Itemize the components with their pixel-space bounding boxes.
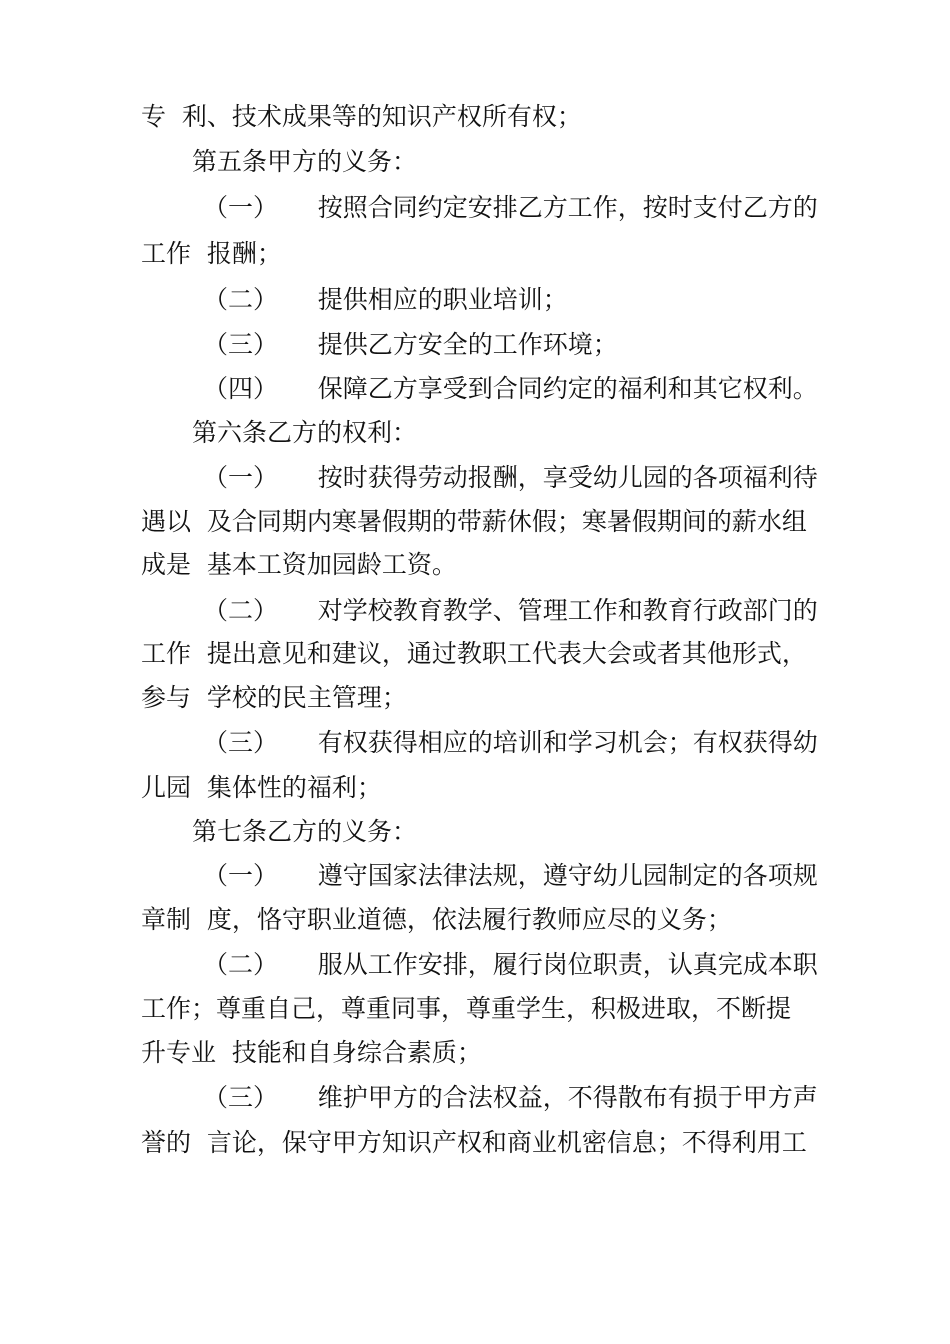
text-line: 遇以 及合同期内寒暑假期的带薪休假；寒暑假期间的薪水组 bbox=[141, 507, 807, 536]
text-line: 工作；尊重自己，尊重同事，尊重学生，积极进取，不断提 bbox=[141, 994, 792, 1023]
text-line: （一） 遵守国家法律法规，遵守幼儿园制定的各项规 bbox=[203, 861, 818, 890]
text-line: （三） 有权获得相应的培训和学习机会；有权获得幼 bbox=[203, 728, 818, 757]
text-line: 参与 学校的民主管理； bbox=[141, 683, 407, 712]
text-line: 工作 提出意见和建议，通过教职工代表大会或者其他形式， bbox=[141, 639, 807, 668]
text-line: （二） 服从工作安排，履行岗位职责，认真完成本职 bbox=[203, 950, 818, 979]
text-line: 章制 度，恪守职业道德，依法履行教师应尽的义务； bbox=[141, 905, 732, 934]
text-line: 儿园 集体性的福利； bbox=[141, 773, 382, 802]
section-heading: 第七条乙方的义务： bbox=[192, 817, 418, 846]
text-line: （三） 维护甲方的合法权益，不得散布有损于甲方声 bbox=[203, 1083, 818, 1112]
text-line: 专 利、技术成果等的知识产权所有权； bbox=[141, 102, 582, 131]
text-line: （四） 保障乙方享受到合同约定的福利和其它权利。 bbox=[203, 374, 818, 403]
text-line: 工作 报酬； bbox=[141, 239, 282, 268]
section-heading: 第五条甲方的义务： bbox=[192, 147, 418, 176]
text-line: （二） 提供相应的职业培训； bbox=[203, 285, 568, 314]
text-line: 誉的 言论，保守甲方知识产权和商业机密信息；不得利用工 bbox=[141, 1128, 807, 1157]
text-line: （二） 对学校教育教学、管理工作和教育行政部门的 bbox=[203, 596, 818, 625]
text-line: 成是 基本工资加园龄工资。 bbox=[141, 550, 457, 579]
text-line: （一） 按时获得劳动报酬，享受幼儿园的各项福利待 bbox=[203, 463, 818, 492]
section-heading: 第六条乙方的权利： bbox=[192, 418, 418, 447]
text-line: （三） 提供乙方安全的工作环境； bbox=[203, 330, 618, 359]
text-line: 升专业 技能和自身综合素质； bbox=[141, 1038, 482, 1067]
text-line: （一） 按照合同约定安排乙方工作，按时支付乙方的 bbox=[203, 193, 818, 222]
